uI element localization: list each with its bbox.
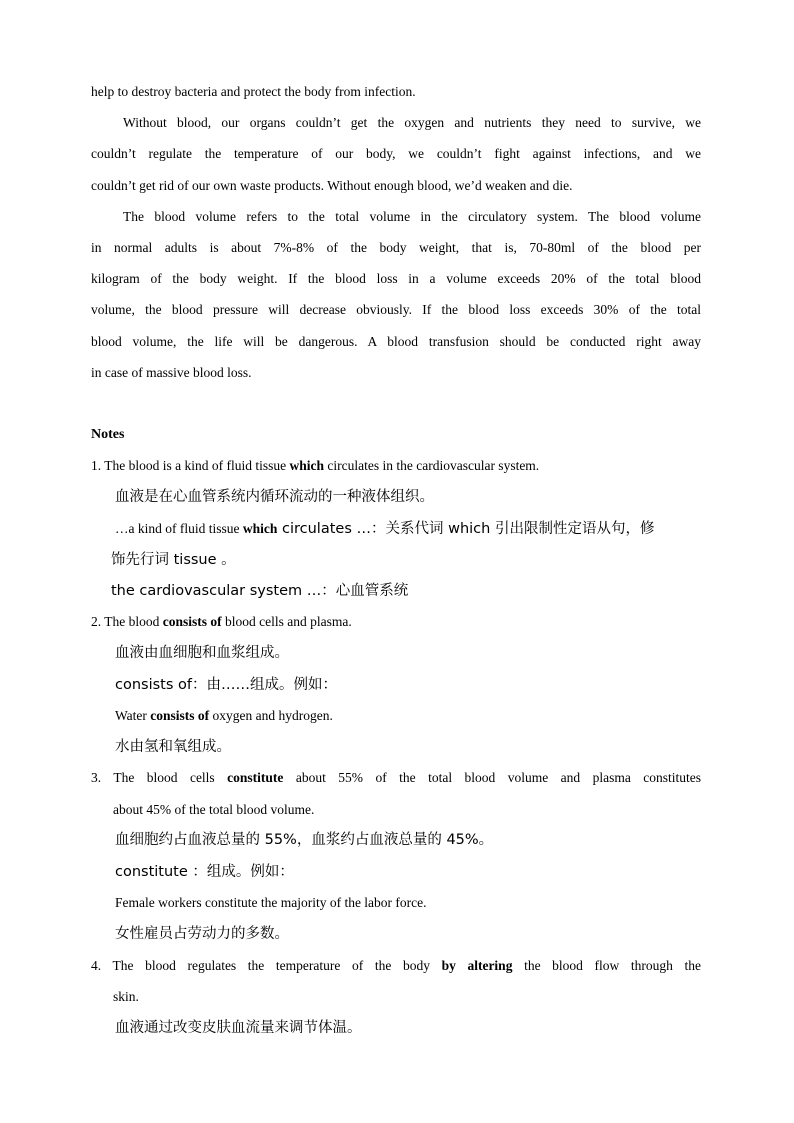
- note-1-term: the cardiovascular system …：心血管系统: [111, 583, 409, 599]
- paragraph-line: couldn’t regulate the temperature of our body, we couldn’t fight against infections, and we: [91, 146, 701, 161]
- notes-heading: Notes: [91, 427, 125, 442]
- note-4-sentence-cont: skin.: [113, 989, 139, 1004]
- note-1-explanation: [115, 519, 701, 539]
- note-text: …a kind of fluid tissue: [115, 521, 243, 536]
- paragraph-line: Without blood, our organs couldn’t get the oxygen and nutrients they need to survive, we: [123, 115, 701, 130]
- note-2-translation: 血液由血细胞和血浆组成。: [115, 645, 289, 661]
- paragraph-line: kilogram of the body weight. If the blood loss in a volume exceeds 20% of the total blood: [91, 271, 701, 286]
- note-2-example: [115, 707, 333, 725]
- paragraph-line: blood volume, the life will be dangerous. A blood transfusion should be conducted right away: [91, 334, 701, 349]
- note-2-usage: consists of：由……组成。例如：: [115, 677, 337, 693]
- paragraph-line: The blood volume refers to the total volume in the circulatory system. The blood volume: [123, 209, 701, 224]
- note-keyword: which: [242, 521, 278, 536]
- note-3-example-translation: 女性雇员占劳动力的多数。: [115, 926, 289, 942]
- note-text: the blood flow through the: [512, 958, 702, 973]
- note-text: oxygen and hydrogen.: [209, 708, 333, 723]
- note-keyword: constitute: [227, 770, 284, 785]
- paragraph-line: couldn’t get rid of our own waste products. Without enough blood, we’d weaken and die.: [91, 178, 573, 193]
- note-1-sentence: [91, 457, 539, 475]
- note-text: 4. The blood regulates the temperature of the body: [91, 958, 442, 973]
- note-text: Water: [115, 708, 151, 723]
- note-1-translation: 血液是在心血管系统内循环流动的一种液体组织。: [115, 489, 434, 505]
- note-text: blood cells and plasma.: [221, 614, 352, 629]
- note-2-sentence: [91, 613, 352, 631]
- note-keyword: which: [289, 458, 325, 473]
- paragraph-line: in normal adults is about 7%-8% of the body weight, that is, 70-80ml of the blood per: [91, 240, 701, 255]
- paragraph-line: help to destroy bacteria and protect the body from infection.: [91, 84, 416, 99]
- note-text: 3. The blood cells: [91, 770, 228, 785]
- note-text: 2. The blood: [91, 614, 163, 629]
- note-2-example-translation: 水由氢和氧组成。: [115, 739, 231, 755]
- note-keyword: consists of: [150, 708, 210, 723]
- note-3-sentence-cont: about 45% of the total blood volume.: [113, 802, 315, 817]
- note-1-explanation-cont: 饰先行词 tissue 。: [111, 552, 236, 568]
- note-text: circulates …：关系代词 which 引出限制性定语从句，修: [277, 521, 655, 537]
- note-4-sentence: [91, 957, 701, 975]
- note-text: circulates in the cardiovascular system.: [324, 458, 540, 473]
- note-3-usage: constitute ：组成。例如：: [115, 864, 294, 880]
- note-3-example: Female workers constitute the majority of the labor force.: [115, 895, 427, 910]
- note-keyword: consists of: [162, 614, 222, 629]
- note-3-translation: 血细胞约占血液总量的 55%，血浆约占血液总量的 45%。: [115, 832, 494, 848]
- note-text: about 55% of the total blood volume and plasma constitutes: [283, 770, 702, 785]
- paragraph-line: in case of massive blood loss.: [91, 365, 252, 380]
- note-text: 1. The blood is a kind of fluid tissue: [91, 458, 290, 473]
- note-4-translation: 血液通过改变皮肤血流量来调节体温。: [115, 1020, 362, 1036]
- note-3-sentence: [91, 769, 701, 787]
- paragraph-line: volume, the blood pressure will decrease obviously. If the blood loss exceeds 30% of the total: [91, 302, 701, 317]
- note-keyword: by altering: [441, 958, 513, 973]
